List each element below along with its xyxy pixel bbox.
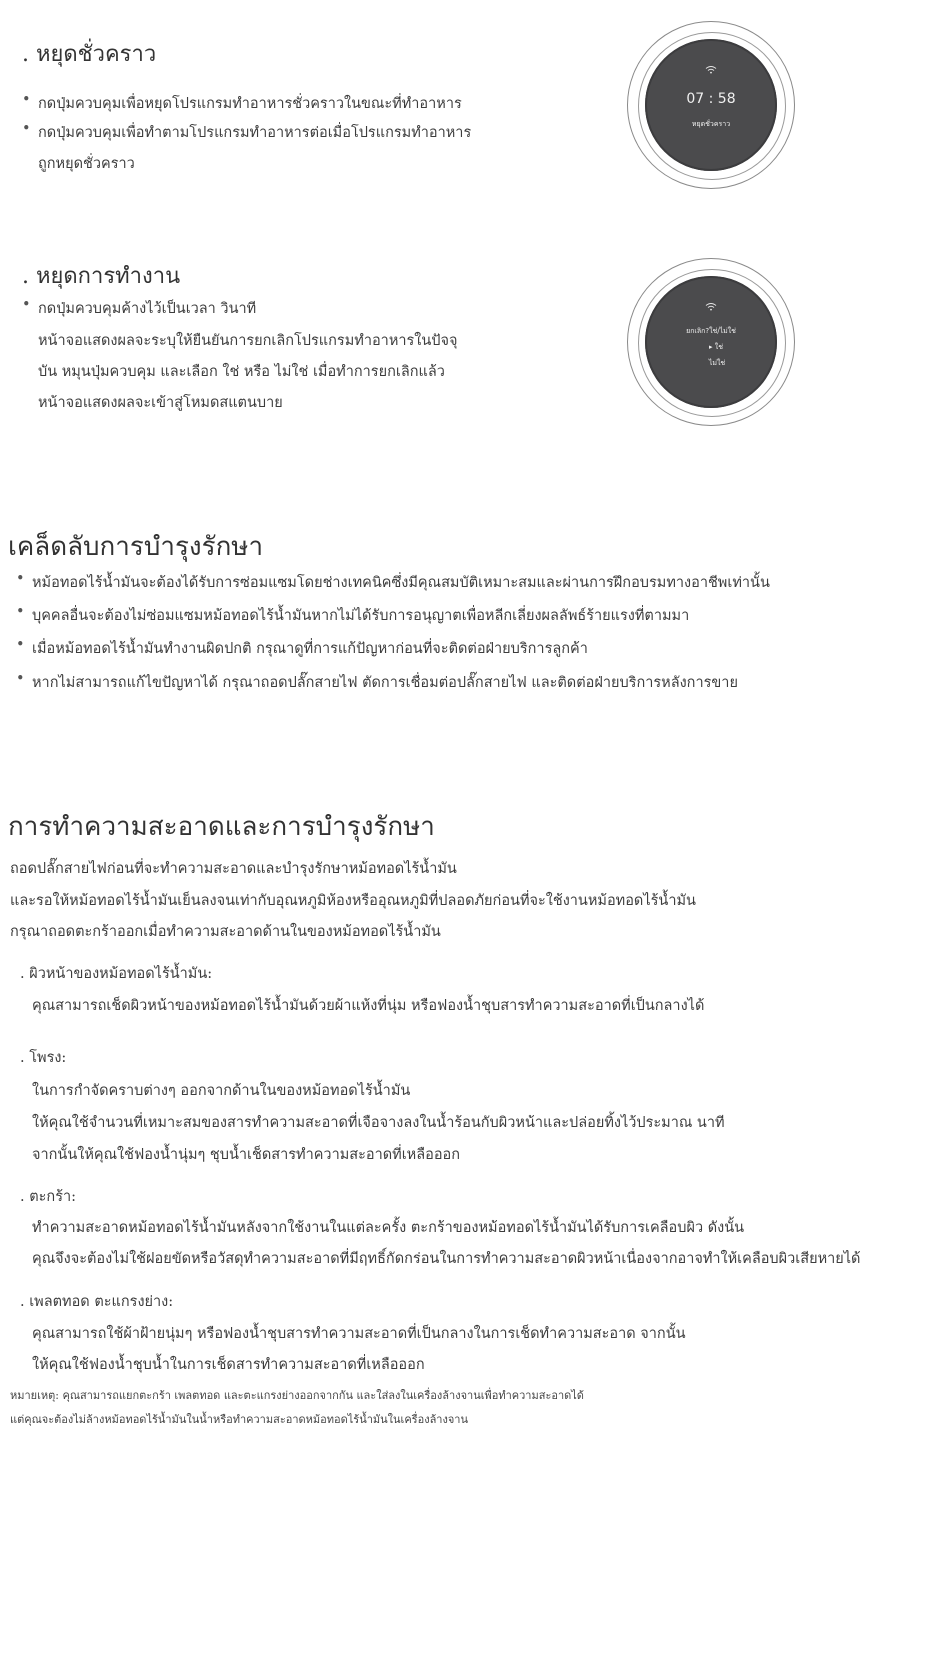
cleaning-intro-2: และรอให้หม้อทอดไร้น้ำมันเย็นลงจนเท่ากับอุณหภูมิห้องหรืออุณหภูมิที่ปลอดภัยก่อนที่จะใช้งานหม้อทอดไร้น้ำมัน bbox=[10, 893, 696, 909]
surface-heading: . ผิวหน้าของหม้อทอดไร้น้ำมัน: bbox=[20, 966, 213, 982]
plate-heading: . เพลตทอด ตะแกรงย่าง: bbox=[20, 1294, 174, 1310]
dial-display bbox=[645, 276, 777, 408]
tips-bullet-2: • บุคคลอื่นจะต้องไม่ซ่อมแซมหม้อทอดไร้น้ำมันหากไม่ได้รับการอนุญาตเพื่อหลีกเลี่ยงผลลัพธ์ร้ายแรงที่ตามมา bbox=[32, 604, 689, 627]
stop-line-3: หน้าจอแสดงผลจะเข้าสู่โหมดสแตนบาย bbox=[38, 395, 283, 411]
stop-title: . หยุดการทำงาน bbox=[22, 264, 181, 289]
stop-line-1: หน้าจอแสดงผลจะระบุให้ยืนยันการยกเลิกโปรแกรมทำอาหารในปัจจุ bbox=[38, 333, 458, 349]
tips-bullet-3: • เมื่อหม้อทอดไร้น้ำมันทำงานผิดปกติ กรุณาดูที่การแก้ปัญหาก่อนที่จะติดต่อฝ่ายบริการลูกค้า bbox=[32, 637, 588, 660]
control-dial-pause bbox=[627, 21, 797, 191]
basket-line-2: คุณจึงจะต้องไม่ใช้ฝอยขัดหรือวัสดุทำความสะอาดที่มีฤทธิ์กัดกร่อนในการทำความสะอาดผิวหน้าเนื่องจากอาจทำให้เคลือบผิวเสียหายได้ bbox=[32, 1251, 861, 1267]
pause-bullet-2: • กดปุ่มควบคุมเพื่อทำตามโปรแกรมทำอาหารต่อเมื่อโปรแกรมทำอาหาร bbox=[38, 121, 471, 144]
tips-bullet-1: • หม้อทอดไร้น้ำมันจะต้องได้รับการซ่อมแซมโดยช่างเทคนิคซึ่งมีคุณสมบัติเหมาะสมและผ่านการฝึกอบรมทางอาชีพเท่านั้น bbox=[32, 571, 770, 594]
cavity-line-2: ให้คุณใช้จำนวนที่เหมาะสมของสารทำความสะอาดที่เจือจางลงในน้ำร้อนกับผิวหน้าและปล่อยทิ้งไว้ประมาณ นาที bbox=[32, 1115, 725, 1131]
basket-line-1: ทำความสะอาดหม้อทอดไร้น้ำมันหลังจากใช้งานในแต่ละครั้ง ตะกร้าของหม้อทอดไร้น้ำมันได้รับการเคลือบผิว ดังนั้น bbox=[32, 1220, 745, 1236]
dial-time: 07 : 58 bbox=[686, 91, 736, 107]
cavity-line-1: ในการกำจัดคราบต่างๆ ออกจากด้านในของหม้อทอดไร้น้ำมัน bbox=[32, 1083, 411, 1099]
dial-cancel-question: ยกเลิก?ใช่/ไม่ใช่ bbox=[686, 327, 736, 335]
cavity-heading: . โพรง: bbox=[20, 1050, 67, 1066]
dial-option-yes: ▸ ใช่ bbox=[709, 343, 723, 351]
stop-line-2: บัน หมุนปุ่มควบคุม และเลือก ใช่ หรือ ไม่ใช่ เมื่อทำการยกเลิกแล้ว bbox=[38, 364, 445, 380]
wifi-icon bbox=[645, 296, 777, 315]
cleaning-intro-3: กรุณาถอดตะกร้าออกเมื่อทำความสะอาดด้านในของหม้อทอดไร้น้ำมัน bbox=[10, 924, 441, 940]
pause-bullet-2-continued: ถูกหยุดชั่วคราว bbox=[38, 156, 135, 172]
plate-line-2: ให้คุณใช้ฟองน้ำชุบน้ำในการเช็ดสารทำความสะอาดที่เหลือออก bbox=[32, 1357, 425, 1373]
dial-option-no: ไม่ใช่ bbox=[708, 359, 726, 367]
cleaning-note-2: แต่คุณจะต้องไม่ล้างหม้อทอดไร้น้ำมันในน้ำหรือทำความสะอาดหม้อทอดไร้น้ำมันในเครื่องล้างจาน bbox=[10, 1413, 468, 1426]
pause-bullet-1: • กดปุ่มควบคุมเพื่อหยุดโปรแกรมทำอาหารชั่วคราวในขณะที่ทำอาหาร bbox=[38, 92, 462, 115]
dial-display bbox=[645, 39, 777, 171]
tips-title: เคล็ดลับการบำรุงรักษา bbox=[8, 532, 264, 562]
tips-bullet-4: • หากไม่สามารถแก้ไขปัญหาได้ กรุณาถอดปลั๊กสายไฟ ตัดการเชื่อมต่อปลั๊กสายไฟ และติดต่อฝ่ายบริการหลังการขาย bbox=[32, 671, 738, 694]
control-dial-stop bbox=[627, 258, 797, 428]
wifi-icon bbox=[645, 59, 777, 78]
plate-line-1: คุณสามารถใช้ผ้าฝ้ายนุ่มๆ หรือฟองน้ำชุบสารทำความสะอาดที่เป็นกลางในการเช็ดทำความสะอาด จากนั้น bbox=[32, 1326, 686, 1342]
cleaning-intro-1: ถอดปลั๊กสายไฟก่อนที่จะทำความสะอาดและบำรุงรักษาหม้อทอดไร้น้ำมัน bbox=[10, 861, 457, 877]
cleaning-note-1: หมายเหตุ: คุณสามารถแยกตะกร้า เพลตทอด และตะแกรงย่างออกจากกัน และใส่ลงในเครื่องล้างจานเพื่อทำความสะอาดได้ bbox=[10, 1389, 584, 1402]
pause-title: . หยุดชั่วคราว bbox=[22, 42, 157, 67]
dial-status: หยุดชั่วคราว bbox=[691, 120, 731, 128]
stop-bullet: • กดปุ่มควบคุมค้างไว้เป็นเวลา วินาที bbox=[38, 297, 256, 320]
basket-heading: . ตะกร้า: bbox=[20, 1189, 77, 1205]
surface-line-1: คุณสามารถเช็ดผิวหน้าของหม้อทอดไร้น้ำมันด้วยผ้าแห้งที่นุ่ม หรือฟองน้ำชุบสารทำความสะอาดที่เป็นกลางได้ bbox=[32, 998, 705, 1014]
cavity-line-3: จากนั้นให้คุณใช้ฟองน้ำนุ่มๆ ชุบน้ำเช็ดสารทำความสะอาดที่เหลือออก bbox=[32, 1147, 461, 1163]
cleaning-title: การทำความสะอาดและการบำรุงรักษา bbox=[8, 812, 435, 842]
